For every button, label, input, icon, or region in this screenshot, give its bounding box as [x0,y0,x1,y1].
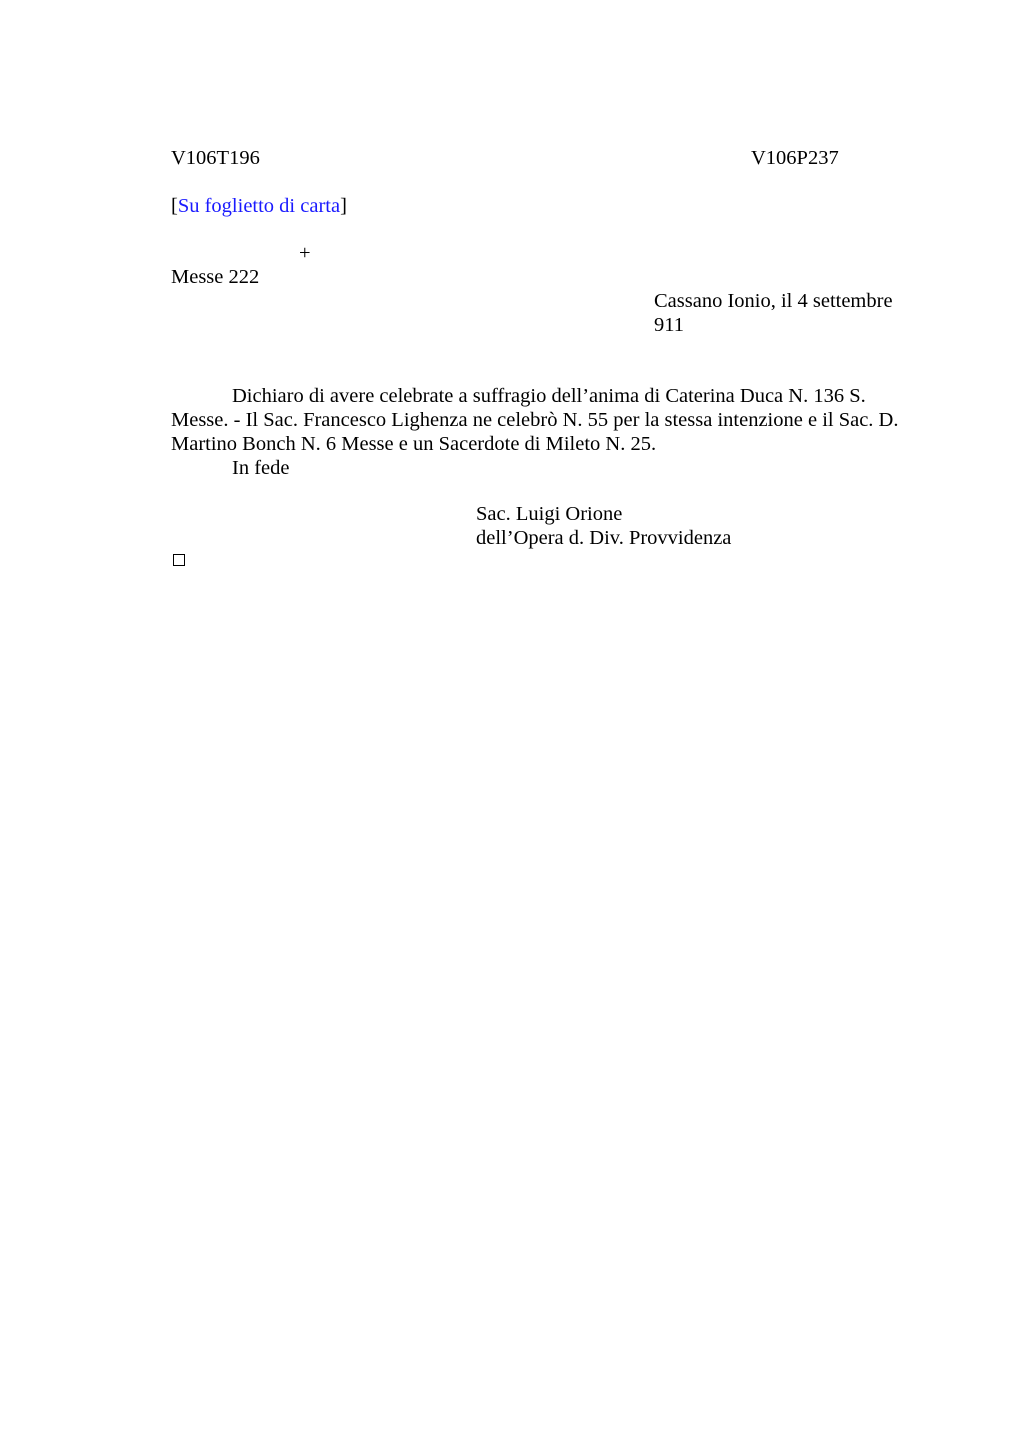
masses-heading: Messe 222 [171,266,260,288]
letter-body [171,384,911,480]
place-date: Cassano Ionio, il 4 settembre 911 [654,290,893,336]
checkbox-square-icon [173,554,185,566]
note-bracket-close: ] [340,195,347,217]
closing: In fede [232,457,290,479]
editorial-note [171,194,347,218]
note-text: Su foglietto di carta [177,195,341,217]
reference-code-right: V106P237 [751,147,839,169]
cross-symbol: + [299,242,311,264]
signature-title: dell’Opera d. Div. Provvidenza [476,527,732,549]
note-bracket-open: [ [171,195,178,217]
signature-block [476,502,731,550]
reference-code-left: V106T196 [171,147,260,169]
body-paragraph: Dichiaro di avere celebrate a suffragio dell’anima di Caterina Duca N. 136 S. Messe. - Il Sac. Francesco Lighenza ne celebrò N. 55 per la stessa intenzione e il Sac. D. Martino Bonch N. 6 Messe e un Sacerdote di Mileto N. 25. [171,385,899,455]
signature-name: Sac. Luigi Orione [476,503,623,525]
